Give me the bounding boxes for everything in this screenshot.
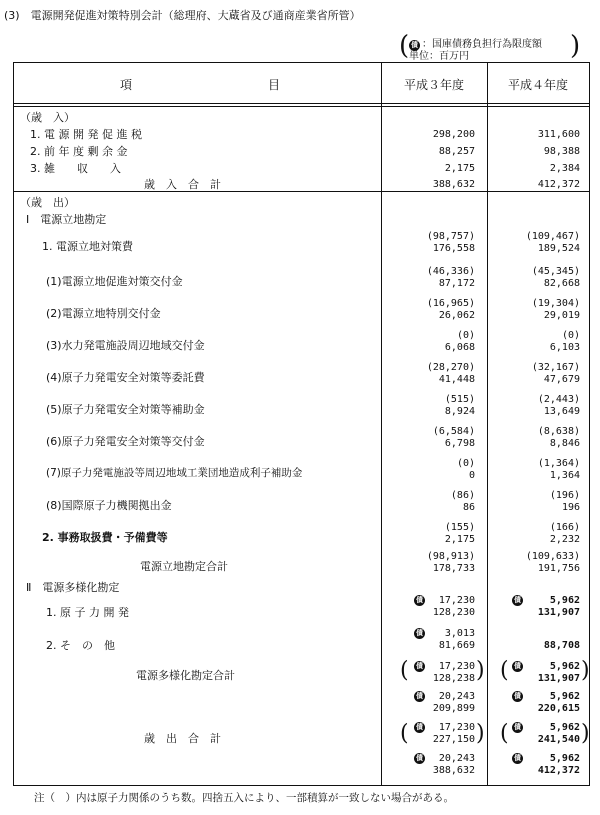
line-item-fy3: 0 <box>468 470 475 481</box>
line-item-label: (5)原子力発電安全対策等補助金 <box>46 403 205 416</box>
subaccount-1-nuclear-fy3: (98,757) <box>426 231 475 242</box>
footnote: 注（ ）内は原子力関係のうち数。四捨五入により、一部積算が一致しない場合がある。 <box>34 792 454 804</box>
account-1-total-fy3: 178,733 <box>432 563 475 574</box>
revenue-total-fy3: 388,632 <box>432 179 475 190</box>
line-item-nuclear-fy3: (0) <box>456 330 475 341</box>
account-2-total-fy4: 131,907 <box>537 673 580 684</box>
paren-close: ) <box>581 721 590 746</box>
line-item-fy4: 1,364 <box>549 470 580 481</box>
subaccount-1-label: 1. 電源立地対策費 <box>42 240 133 253</box>
line-item-nuclear-fy3: (0) <box>456 458 475 469</box>
legend-paren-open: ( <box>399 31 410 61</box>
expenditure-total-alt-fy4: 412,372 <box>537 765 580 776</box>
debt-limit-icon: 債 <box>416 692 423 700</box>
nuclear-development-label: 1. 原 子 力 開 発 <box>46 606 129 619</box>
expenditure-total-fy4: 241,540 <box>537 734 580 745</box>
subaccount-2-label: 2. 事務取扱費・予備費等 <box>42 531 168 544</box>
account-1-total-nuclear-fy4: (109,633) <box>525 551 580 562</box>
revenue-row-fy3: 88,257 <box>438 146 475 157</box>
line-item-fy3: 86 <box>462 502 475 513</box>
account-2-total-fy3: 128,238 <box>432 673 475 684</box>
line-item-nuclear-fy4: (8,638) <box>537 426 580 437</box>
debt-limit-icon: 債 <box>514 662 521 670</box>
expenditure-total-fy3: 227,150 <box>432 734 475 745</box>
account-2-total-alt-fy4: 220,615 <box>537 703 580 714</box>
other-fy4: 88,708 <box>543 640 580 651</box>
column-header-item: 項 <box>120 78 133 92</box>
debt-limit-icon: 債 <box>416 754 423 762</box>
paren-open: ( <box>500 658 509 683</box>
account-1-heading: Ⅰ 電源立地勘定 <box>26 213 107 226</box>
other-label: 2. そ の 他 <box>46 639 115 652</box>
line-item-label: (3)水力発電施設周辺地域交付金 <box>46 339 205 352</box>
line-item-nuclear-fy4: (45,345) <box>531 266 580 277</box>
line-item-fy4: 13,649 <box>543 406 580 417</box>
expenditure-total-debt-alt-fy4: 5,962 <box>549 753 580 764</box>
revenue-row-fy3: 298,200 <box>432 129 475 140</box>
expenditure-total-debt-alt-fy3: 20,243 <box>438 753 475 764</box>
line-item-fy3: 6,068 <box>444 342 475 353</box>
revenue-total-fy4: 412,372 <box>537 179 580 190</box>
line-item-nuclear-fy3: (515) <box>444 394 475 405</box>
line-item-nuclear-fy4: (196) <box>549 490 580 501</box>
revenue-section-label: （歳 入） <box>20 111 75 124</box>
column-header-fy3: 平成３年度 <box>404 78 465 92</box>
header-rule-double <box>13 106 590 107</box>
nuclear-debt-limit-fy3: 17,230 <box>438 595 475 606</box>
line-item-nuclear-fy4: (32,167) <box>531 362 580 373</box>
debt-limit-icon: 債 <box>514 754 521 762</box>
legend-unit: 単位：百万円 <box>409 51 469 62</box>
legend-debt-limit: ：国庫債務負担行為限度額 <box>422 39 542 50</box>
line-item-nuclear-fy3: (46,336) <box>426 266 475 277</box>
column-header-item-2: 目 <box>268 78 281 92</box>
debt-limit-icon: 債 <box>514 596 521 604</box>
expenditure-section-label: （歳 出） <box>20 196 75 209</box>
debt-limit-icon: 債 <box>416 723 423 731</box>
debt-limit-icon: 債 <box>416 629 423 637</box>
subaccount-1-nuclear-fy4: (109,467) <box>525 231 580 242</box>
expenditure-total-debt-fy4: 5,962 <box>549 722 580 733</box>
line-item-label: (2)電源立地特別交付金 <box>46 307 161 320</box>
expenditure-total-debt-fy3: 17,230 <box>438 722 475 733</box>
line-item-nuclear-fy4: (2,443) <box>537 394 580 405</box>
line-item-fy3: 87,172 <box>438 278 475 289</box>
nuclear-fy4: 131,907 <box>537 607 580 618</box>
account-2-total-debt-fy4: 5,962 <box>549 661 580 672</box>
paren-open: ( <box>400 658 409 683</box>
line-item-fy3: 8,924 <box>444 406 475 417</box>
paren-close: ) <box>476 658 485 683</box>
nuclear-fy3: 128,230 <box>432 607 475 618</box>
account-2-total-debt-alt-fy3: 20,243 <box>438 691 475 702</box>
legend-paren-close: ) <box>570 31 581 61</box>
revenue-row-label: 2. 前 年 度 剰 余 金 <box>30 145 128 158</box>
account-2-total-label: 電源多様化勘定合計 <box>136 669 235 682</box>
line-item-nuclear-fy3: (16,965) <box>426 298 475 309</box>
line-item-label: (8)国際原子力機関拠出金 <box>46 499 172 512</box>
paren-close: ) <box>476 721 485 746</box>
subaccount-1-fy3: 176,558 <box>432 243 475 254</box>
nuclear-debt-limit-fy4: 5,962 <box>549 595 580 606</box>
line-item-fy4: 47,679 <box>543 374 580 385</box>
line-item-fy3: 41,448 <box>438 374 475 385</box>
revenue-row-label: 3. 雑 収 入 <box>30 162 121 175</box>
account-1-total-nuclear-fy3: (98,913) <box>426 551 475 562</box>
line-item-fy4: 29,019 <box>543 310 580 321</box>
line-item-nuclear-fy4: (19,304) <box>531 298 580 309</box>
paren-close: ) <box>581 658 590 683</box>
col-divider-2 <box>487 62 488 786</box>
line-item-nuclear-fy3: (86) <box>450 490 475 501</box>
line-item-fy4: 82,668 <box>543 278 580 289</box>
revenue-rule <box>13 191 590 192</box>
col-divider-1 <box>381 62 382 786</box>
account-2-total-alt-fy3: 209,899 <box>432 703 475 714</box>
line-item-fy4: 8,846 <box>549 438 580 449</box>
revenue-row-fy4: 311,600 <box>537 129 580 140</box>
line-item-label: (7)原子力発電施設等周辺地域工業団地造成利子補助金 <box>46 467 303 479</box>
debt-limit-icon: 債 <box>416 662 423 670</box>
subaccount-2-nuclear-fy4: (166) <box>549 522 580 533</box>
line-item-label: (1)電源立地促進対策交付金 <box>46 275 183 288</box>
subaccount-2-fy4: 2,232 <box>549 534 580 545</box>
header-rule <box>13 103 590 104</box>
column-header-fy4: 平成４年度 <box>508 78 569 92</box>
account-2-heading: Ⅱ 電源多様化勘定 <box>26 581 120 594</box>
line-item-fy3: 26,062 <box>438 310 475 321</box>
account-1-total-fy4: 191,756 <box>537 563 580 574</box>
debt-limit-icon: 債 <box>514 723 521 731</box>
debt-limit-icon: 債 <box>416 596 423 604</box>
line-item-fy4: 6,103 <box>549 342 580 353</box>
line-item-nuclear-fy3: (6,584) <box>432 426 475 437</box>
paren-open: ( <box>400 721 409 746</box>
account-1-total-label: 電源立地勘定合計 <box>140 560 228 573</box>
revenue-total-label: 歳 入 合 計 <box>144 178 221 191</box>
line-item-nuclear-fy4: (0) <box>561 330 580 341</box>
account-2-total-debt-alt-fy4: 5,962 <box>549 691 580 702</box>
revenue-row-fy4: 98,388 <box>543 146 580 157</box>
line-item-nuclear-fy4: (1,364) <box>537 458 580 469</box>
line-item-fy4: 196 <box>561 502 580 513</box>
other-debt-limit-fy3: 3,013 <box>444 628 475 639</box>
expenditure-total-label: 歳 出 合 計 <box>144 732 221 745</box>
revenue-row-fy3: 2,175 <box>444 163 475 174</box>
expenditure-total-alt-fy3: 388,632 <box>432 765 475 776</box>
line-item-nuclear-fy3: (28,270) <box>426 362 475 373</box>
subaccount-2-nuclear-fy3: (155) <box>444 522 475 533</box>
paren-open: ( <box>500 721 509 746</box>
revenue-row-label: 1. 電 源 開 発 促 進 税 <box>30 128 142 141</box>
line-item-label: (6)原子力発電安全対策等交付金 <box>46 435 205 448</box>
line-item-fy3: 6,798 <box>444 438 475 449</box>
revenue-row-fy4: 2,384 <box>549 163 580 174</box>
account-2-total-debt-fy3: 17,230 <box>438 661 475 672</box>
subaccount-1-fy4: 189,524 <box>537 243 580 254</box>
debt-limit-circle-icon: 債 <box>411 41 418 49</box>
line-item-label: (4)原子力発電安全対策等委託費 <box>46 371 205 384</box>
debt-limit-icon: 債 <box>514 692 521 700</box>
subaccount-2-fy3: 2,175 <box>444 534 475 545</box>
document-title: (3) 電源開発促進対策特別会計（総理府、大蔵省及び通商産業省所管） <box>4 9 361 22</box>
other-fy3: 81,669 <box>438 640 475 651</box>
